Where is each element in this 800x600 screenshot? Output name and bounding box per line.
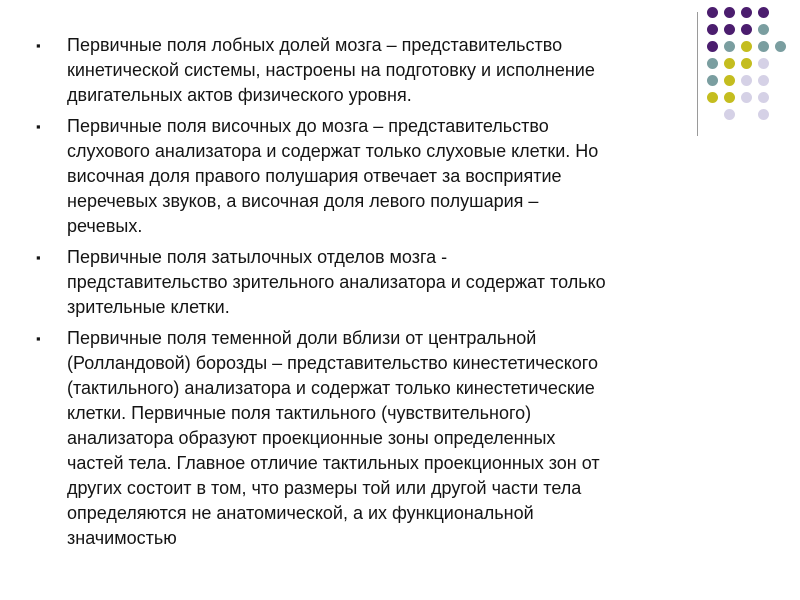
bullet-item [36, 245, 736, 320]
bullet-text-line: Первичные поля затылочных отделов мозга - [67, 247, 448, 267]
decorative-dot [741, 75, 752, 86]
decorative-dot [741, 92, 752, 103]
bullet-text [67, 33, 736, 108]
bullet-text-line: (Ролландовой) борозды – представительство кинестетического [67, 353, 598, 373]
bullet-text-line: клетки. Первичные поля тактильного (чувствительного) [67, 403, 532, 423]
bullet-text-line: представительство зрительного анализатора и содержат только [67, 272, 606, 292]
bullet-text-line: анализатора образуют проекционные зоны определенных [67, 428, 556, 448]
bullet-text [67, 114, 736, 239]
bullet-item [36, 326, 736, 551]
decorative-dot [741, 24, 752, 35]
bullet-list [36, 33, 736, 557]
bullet-marker-icon: ▪ [36, 331, 41, 346]
bullet-text-line: значимостью [67, 528, 177, 548]
bullet-text-line: определяются не анатомической, а их функциональной [67, 503, 534, 523]
bullet-text-line: частей тела. Главное отличие тактильных проекционных зон от [67, 453, 600, 473]
bullet-text-line: (тактильного) анализатора и содержат только кинестетические [67, 378, 595, 398]
decorative-dot [758, 41, 769, 52]
bullet-text-line: Первичные поля теменной доли вблизи от центральной [67, 328, 537, 348]
bullet-text-line: кинетической системы, настроены на подготовку и исполнение [67, 60, 595, 80]
bullet-text-line: зрительные клетки. [67, 297, 230, 317]
decorative-dot [758, 109, 769, 120]
bullet-text [67, 326, 736, 551]
bullet-text-line: слухового анализатора и содержат только слуховые клетки. Но [67, 141, 599, 161]
decorative-dot [758, 7, 769, 18]
bullet-marker-icon: ▪ [36, 38, 41, 53]
decorative-dot [758, 75, 769, 86]
bullet-text-line: двигательных актов физического уровня. [67, 85, 412, 105]
decorative-dot [741, 41, 752, 52]
bullet-text [67, 245, 736, 320]
bullet-text-line: речевых. [67, 216, 143, 236]
decorative-dot [758, 92, 769, 103]
bullet-marker-icon: ▪ [36, 250, 41, 265]
bullet-marker-icon: ▪ [36, 119, 41, 134]
bullet-text-line: Первичные поля лобных долей мозга – представительство [67, 35, 563, 55]
decorative-dot [758, 24, 769, 35]
bullet-text-line: других состоит в том, что размеры той или другой части тела [67, 478, 582, 498]
bullet-item [36, 33, 736, 108]
decorative-dot [741, 7, 752, 18]
decorative-dot [707, 7, 718, 18]
decorative-dot [724, 7, 735, 18]
bullet-text-line: неречевых звуков, а височная доля левого полушария – [67, 191, 539, 211]
decorative-dot [741, 58, 752, 69]
bullet-text-line: Первичные поля височных до мозга – представительство [67, 116, 549, 136]
decorative-dot [758, 58, 769, 69]
decorative-dot [775, 41, 786, 52]
bullet-text-line: височная доля правого полушария отвечает за восприятие [67, 166, 562, 186]
bullet-item [36, 114, 736, 239]
